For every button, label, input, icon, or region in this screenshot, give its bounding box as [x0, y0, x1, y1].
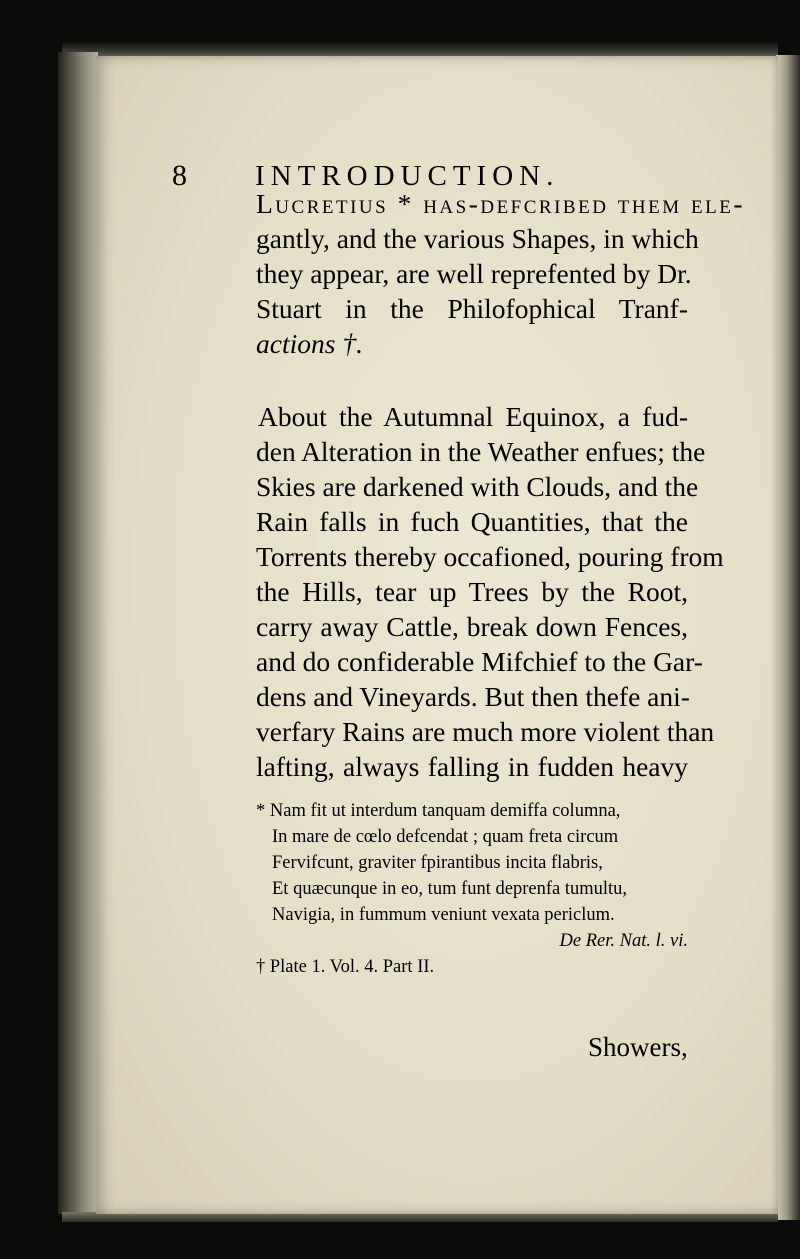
- footnote-line: In mare de cœlo defcendat ; quam freta circum: [272, 827, 619, 847]
- paragraph-1: [256, 186, 745, 361]
- text-line: actions †.: [256, 328, 363, 359]
- running-head: INTRODUCTION.: [255, 160, 560, 192]
- text-line: Torrents thereby occafioned, pouring from: [256, 541, 724, 572]
- text-line: Lucretius * has-defcribed them ele-: [256, 188, 745, 219]
- text-line: and do confiderable Mifchief to the Gar-: [256, 646, 703, 677]
- text-line: den Alteration in the Weather enfues; the: [256, 436, 706, 467]
- paragraph-2: [256, 399, 724, 784]
- page-number: 8: [172, 159, 187, 192]
- footnote-line: Fervifcunt, graviter fpirantibus incita flabris,: [272, 853, 603, 873]
- main-text: [256, 186, 745, 784]
- text-line: Stuart in the Philofophical Tranf-: [256, 293, 688, 324]
- footnote-line: Navigia, in fummum veniunt vexata periclum.: [272, 905, 615, 925]
- book-fore-edge-right: [776, 55, 800, 1220]
- text-line: verfary Rains are much more violent than: [256, 716, 715, 747]
- footnote-line: † Plate 1. Vol. 4. Part II.: [256, 957, 435, 977]
- footnotes: [256, 798, 688, 980]
- text-line: gantly, and the various Shapes, in which: [256, 223, 699, 254]
- text-line: the Hills, tear up Trees by the Root,: [256, 576, 688, 607]
- text-line: they appear, are well reprefented by Dr.: [256, 258, 692, 289]
- footnote-line: * Nam fit ut interdum tanquam demiffa columna,: [256, 801, 621, 821]
- footnote-source: De Rer. Nat. l. vi.: [559, 931, 688, 951]
- book-gutter-left: [58, 52, 98, 1214]
- text-line: carry away Cattle, break down Fences,: [256, 611, 688, 642]
- footnote-line: Et quæcunque in eo, tum funt deprenfa tumultu,: [272, 879, 628, 899]
- text-line: dens and Vineyards. But then thefe ani-: [256, 681, 690, 712]
- catchword: Showers,: [588, 1032, 688, 1062]
- text-line: Skies are darkened with Clouds, and the: [256, 471, 699, 502]
- text-line: lafting, always falling in fudden heavy: [256, 751, 688, 782]
- text-line: Rain falls in fuch Quantities, that the: [256, 506, 688, 537]
- text-line: About the Autumnal Equinox, a fud-: [258, 401, 688, 432]
